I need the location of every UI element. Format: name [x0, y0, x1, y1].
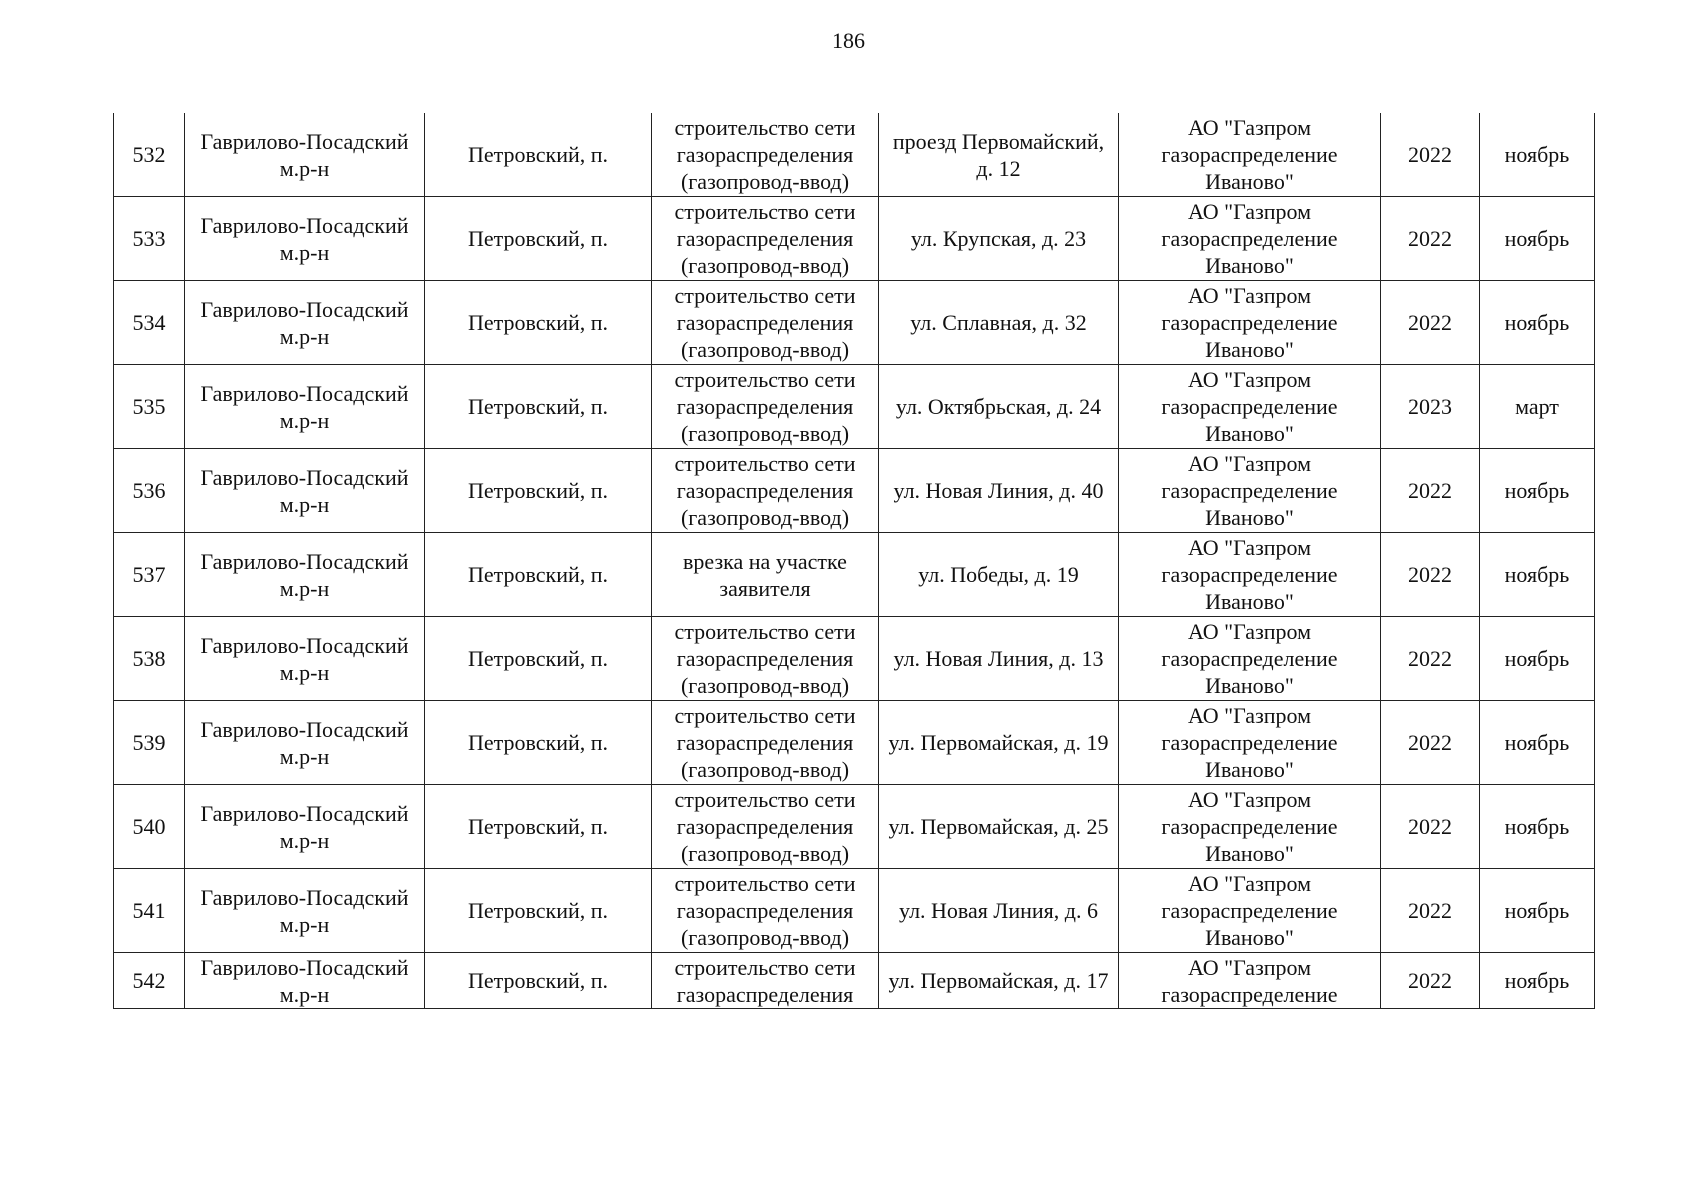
cell-n [114, 113, 185, 197]
cell-text: ул. Первомайская, д. 19 [888, 730, 1109, 755]
cell-month [1480, 197, 1595, 281]
cell-text: Петровский, п. [467, 226, 609, 251]
cell-text: ул. Первомайская, д. 25 [888, 814, 1109, 839]
cell-text: ул. Новая Линия, д. 13 [893, 646, 1104, 671]
cell-text: 535 [132, 394, 166, 419]
cell-text: Гаврилово-Посадский м.р-н [200, 716, 409, 769]
table-row [114, 281, 1595, 365]
cell-text: 532 [132, 142, 166, 167]
cell-org [1119, 449, 1381, 533]
cell-text: Петровский, п. [467, 478, 609, 503]
cell-work [652, 869, 879, 953]
cell-text: ул. Победы, д. 19 [918, 562, 1079, 587]
cell-year [1381, 281, 1480, 365]
cell-work [652, 785, 879, 869]
cell-text: ноябрь [1504, 226, 1570, 251]
cell-year [1381, 197, 1480, 281]
cell-text: ноябрь [1504, 646, 1570, 671]
cell-month [1480, 785, 1595, 869]
cell-work [652, 533, 879, 617]
cell-n [114, 785, 185, 869]
cell-text: ноябрь [1504, 968, 1570, 993]
cell-text: АО "Газпром газораспределение Иваново" [1161, 703, 1338, 782]
cell-address [879, 281, 1119, 365]
cell-district [185, 533, 425, 617]
cell-settlement [425, 281, 652, 365]
cell-text: строительство сети газораспределения (газопровод-ввод) [674, 619, 856, 698]
cell-settlement [425, 785, 652, 869]
cell-text: ул. Новая Линия, д. 40 [893, 478, 1104, 503]
cell-district [185, 953, 425, 1009]
cell-settlement [425, 449, 652, 533]
cell-text: 2022 [1408, 310, 1452, 335]
cell-settlement [425, 953, 652, 1009]
cell-text: Петровский, п. [467, 968, 609, 993]
cell-text: Петровский, п. [467, 142, 609, 167]
cell-text: Гаврилово-Посадский м.р-н [200, 212, 409, 265]
cell-settlement [425, 617, 652, 701]
cell-work [652, 701, 879, 785]
cell-org [1119, 617, 1381, 701]
cell-settlement [425, 701, 652, 785]
cell-address [879, 113, 1119, 197]
cell-text: АО "Газпром газораспределение Иваново" [1161, 283, 1338, 362]
cell-n [114, 449, 185, 533]
cell-text: 2022 [1408, 898, 1452, 923]
cell-text: Петровский, п. [467, 394, 609, 419]
cell-text: Петровский, п. [467, 814, 609, 839]
cell-text: строительство сети газораспределения (газопровод-ввод) [674, 451, 856, 530]
cell-settlement [425, 197, 652, 281]
cell-text: 2022 [1408, 730, 1452, 755]
cell-n [114, 533, 185, 617]
cell-org [1119, 701, 1381, 785]
cell-n [114, 953, 185, 1009]
cell-address [879, 701, 1119, 785]
cell-year [1381, 113, 1480, 197]
cell-text: 539 [132, 730, 166, 755]
table-row [114, 197, 1595, 281]
table-row [114, 701, 1595, 785]
cell-district [185, 869, 425, 953]
cell-year [1381, 785, 1480, 869]
cell-address [879, 449, 1119, 533]
cell-text: 542 [132, 968, 166, 993]
cell-settlement [425, 869, 652, 953]
cell-text: 2022 [1408, 646, 1452, 671]
cell-n [114, 281, 185, 365]
cell-text: ноябрь [1504, 562, 1570, 587]
cell-address [879, 785, 1119, 869]
page-number: 186 [832, 28, 865, 53]
cell-text: АО "Газпром газораспределение [1161, 954, 1338, 1007]
cell-text: ул. Октябрьская, д. 24 [895, 394, 1102, 419]
cell-text: строительство сети газораспределения (газопровод-ввод) [674, 199, 856, 278]
cell-text: Гаврилово-Посадский м.р-н [200, 296, 409, 349]
cell-month [1480, 869, 1595, 953]
cell-text: АО "Газпром газораспределение Иваново" [1161, 787, 1338, 866]
cell-text: Гаврилово-Посадский м.р-н [200, 548, 409, 601]
cell-org [1119, 869, 1381, 953]
cell-text: 2022 [1408, 562, 1452, 587]
table-row [114, 953, 1595, 1009]
table-row [114, 449, 1595, 533]
cell-year [1381, 449, 1480, 533]
cell-month [1480, 953, 1595, 1009]
cell-org [1119, 953, 1381, 1009]
cell-address [879, 197, 1119, 281]
cell-text: 2022 [1408, 968, 1452, 993]
cell-text: 540 [132, 814, 166, 839]
table-row [114, 113, 1595, 197]
cell-district [185, 197, 425, 281]
cell-text: строительство сети газораспределения (газопровод-ввод) [674, 367, 856, 446]
cell-text: 2022 [1408, 226, 1452, 251]
cell-text: Петровский, п. [467, 562, 609, 587]
cell-work [652, 617, 879, 701]
cell-text: 2022 [1408, 478, 1452, 503]
cell-text: строительство сети газораспределения (газопровод-ввод) [674, 787, 856, 866]
table-row [114, 365, 1595, 449]
table-row [114, 785, 1595, 869]
cell-text: АО "Газпром газораспределение Иваново" [1161, 535, 1338, 614]
cell-text: Петровский, п. [467, 730, 609, 755]
cell-year [1381, 869, 1480, 953]
cell-settlement [425, 365, 652, 449]
cell-year [1381, 953, 1480, 1009]
cell-year [1381, 365, 1480, 449]
cell-n [114, 365, 185, 449]
cell-work [652, 953, 879, 1009]
cell-text: ул. Новая Линия, д. 6 [899, 898, 1098, 923]
cell-district [185, 617, 425, 701]
cell-text: Гаврилово-Посадский м.р-н [200, 380, 409, 433]
cell-text: 541 [132, 898, 166, 923]
cell-district [185, 701, 425, 785]
cell-text: Гаврилово-Посадский м.р-н [200, 800, 409, 853]
cell-text: ул. Сплавная, д. 32 [910, 310, 1087, 335]
cell-text: АО "Газпром газораспределение Иваново" [1161, 871, 1338, 950]
cell-text: АО "Газпром газораспределение Иваново" [1161, 115, 1338, 194]
cell-text: АО "Газпром газораспределение Иваново" [1161, 619, 1338, 698]
cell-text: ул. Первомайская, д. 17 [888, 968, 1109, 993]
cell-text: строительство сети газораспределения [674, 954, 856, 1007]
cell-text: Гаврилово-Посадский м.р-н [200, 464, 409, 517]
cell-month [1480, 113, 1595, 197]
cell-text: 2023 [1408, 394, 1452, 419]
cell-address [879, 365, 1119, 449]
cell-org [1119, 281, 1381, 365]
cell-year [1381, 701, 1480, 785]
cell-text: АО "Газпром газораспределение Иваново" [1161, 367, 1338, 446]
cell-text: 538 [132, 646, 166, 671]
cell-org [1119, 533, 1381, 617]
cell-text: Гаврилово-Посадский м.р-н [200, 632, 409, 685]
cell-text: ноябрь [1504, 730, 1570, 755]
cell-text: март [1515, 394, 1559, 419]
cell-work [652, 281, 879, 365]
cell-text: 2022 [1408, 814, 1452, 839]
cell-text: Петровский, п. [467, 646, 609, 671]
cell-text: ул. Крупская, д. 23 [910, 226, 1087, 251]
table-row [114, 533, 1595, 617]
cell-org [1119, 113, 1381, 197]
gasification-schedule-table [113, 113, 1595, 1009]
cell-text: Петровский, п. [467, 310, 609, 335]
cell-address [879, 617, 1119, 701]
cell-text: 534 [132, 310, 166, 335]
cell-district [185, 785, 425, 869]
cell-text: строительство сети газораспределения (газопровод-ввод) [674, 703, 856, 782]
cell-text: АО "Газпром газораспределение Иваново" [1161, 451, 1338, 530]
cell-month [1480, 449, 1595, 533]
cell-work [652, 113, 879, 197]
cell-text: 2022 [1408, 142, 1452, 167]
cell-n [114, 701, 185, 785]
cell-text: Петровский, п. [467, 898, 609, 923]
cell-year [1381, 533, 1480, 617]
cell-text: ноябрь [1504, 310, 1570, 335]
cell-text: 537 [132, 562, 166, 587]
cell-month [1480, 701, 1595, 785]
cell-text: врезка на участке заявителя [683, 548, 847, 601]
cell-address [879, 533, 1119, 617]
cell-work [652, 365, 879, 449]
cell-month [1480, 281, 1595, 365]
cell-text: Гаврилово-Посадский м.р-н [200, 128, 409, 181]
cell-month [1480, 617, 1595, 701]
cell-district [185, 281, 425, 365]
cell-text: ноябрь [1504, 814, 1570, 839]
cell-org [1119, 365, 1381, 449]
table-row [114, 869, 1595, 953]
cell-text: 536 [132, 478, 166, 503]
cell-district [185, 113, 425, 197]
cell-text: 533 [132, 226, 166, 251]
cell-address [879, 869, 1119, 953]
cell-settlement [425, 533, 652, 617]
cell-text: ноябрь [1504, 898, 1570, 923]
cell-org [1119, 197, 1381, 281]
cell-text: строительство сети газораспределения (газопровод-ввод) [674, 871, 856, 950]
cell-month [1480, 365, 1595, 449]
cell-month [1480, 533, 1595, 617]
cell-district [185, 365, 425, 449]
cell-org [1119, 785, 1381, 869]
cell-text: ноябрь [1504, 478, 1570, 503]
cell-year [1381, 617, 1480, 701]
cell-text: ноябрь [1504, 142, 1570, 167]
cell-settlement [425, 113, 652, 197]
cell-text: Гаврилово-Посадский м.р-н [200, 954, 409, 1007]
cell-text: строительство сети газораспределения (газопровод-ввод) [674, 115, 856, 194]
cell-text: АО "Газпром газораспределение Иваново" [1161, 199, 1338, 278]
cell-text: проезд Первомайский, д. 12 [892, 128, 1105, 181]
cell-work [652, 449, 879, 533]
cell-n [114, 617, 185, 701]
cell-address [879, 953, 1119, 1009]
cell-district [185, 449, 425, 533]
cell-n [114, 197, 185, 281]
cell-work [652, 197, 879, 281]
table-row [114, 617, 1595, 701]
cell-text: Гаврилово-Посадский м.р-н [200, 884, 409, 937]
cell-n [114, 869, 185, 953]
cell-text: строительство сети газораспределения (газопровод-ввод) [674, 283, 856, 362]
